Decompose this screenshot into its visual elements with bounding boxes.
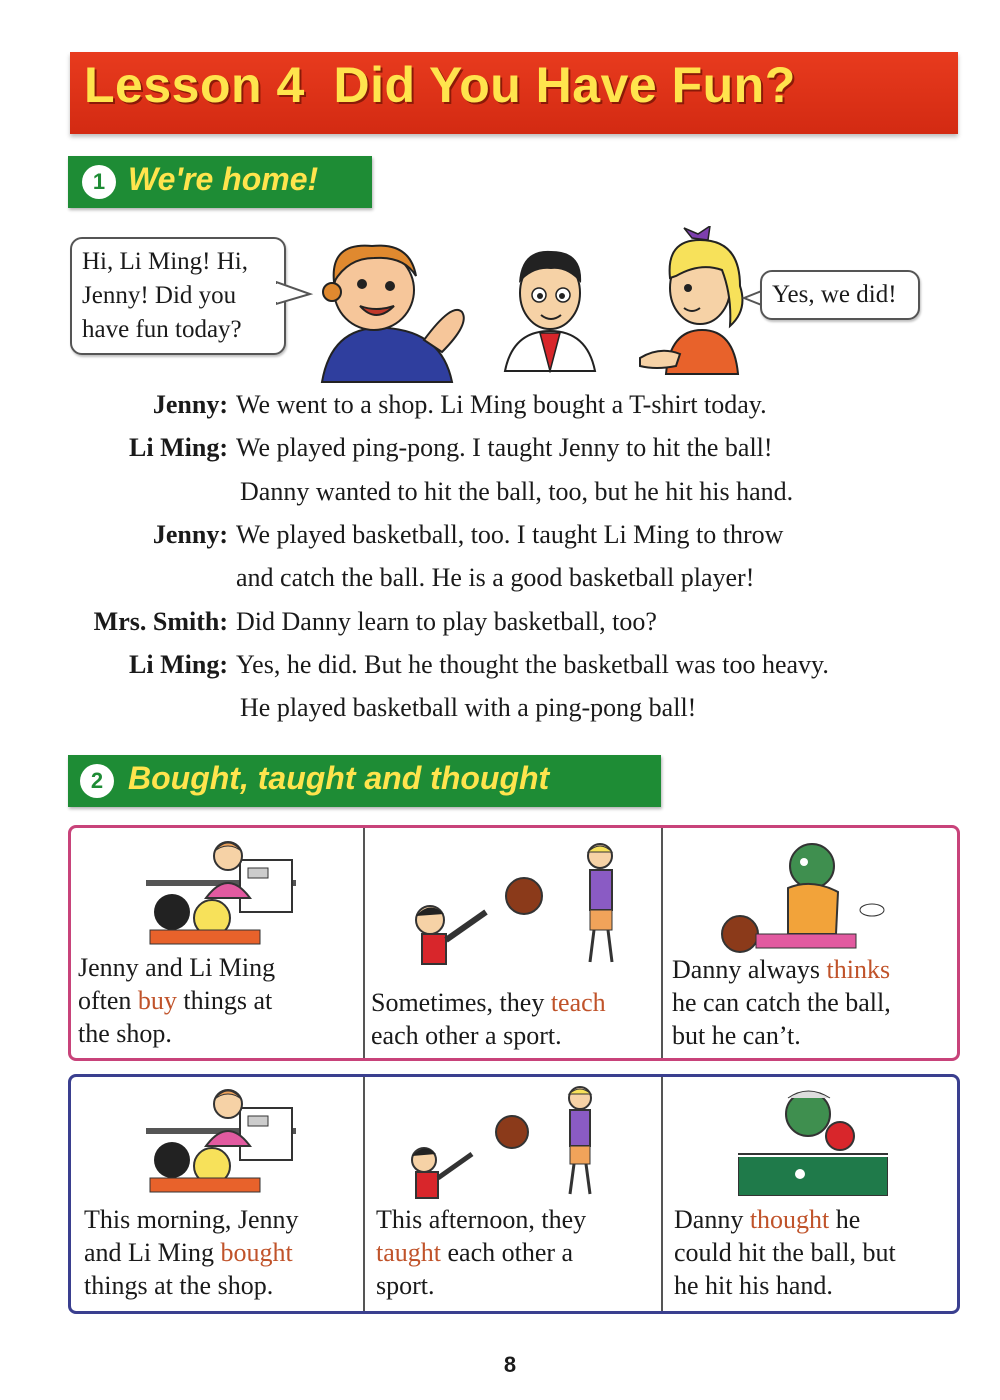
- dialogue-line: and catch the ball. He is a good basketball player!: [236, 563, 755, 592]
- text-part: each other a: [441, 1238, 574, 1267]
- cell-teach-text: [371, 986, 606, 1052]
- dialogue-line: We played basketball, too. I taught Li Ming to throw: [236, 520, 784, 549]
- ping-pong-illustration: [738, 1084, 888, 1196]
- dialogue-line: We went to a shop. Li Ming bought a T-shirt today.: [236, 390, 767, 419]
- dialogue-row: [0, 515, 1000, 555]
- dialogue-line: Yes, he did. But he thought the basketball was too heavy.: [236, 650, 829, 679]
- bubble-line: Hi, Li Ming! Hi,: [82, 248, 248, 275]
- panel-divider: [661, 1077, 663, 1311]
- cell-line: he hit his hand.: [674, 1271, 833, 1300]
- highlight-word: teach: [550, 988, 606, 1017]
- bubble-line: Jenny! Did you: [82, 282, 237, 309]
- page-number: 8: [503, 1352, 517, 1377]
- text-part: things at: [176, 986, 273, 1015]
- highlight-word: bought: [220, 1238, 293, 1267]
- dialogue-row: [0, 428, 1000, 468]
- cell-line: This morning, Jenny: [84, 1205, 299, 1234]
- dialogue-line: Did Danny learn to play basketball, too?: [236, 607, 657, 636]
- bubble-line: Yes, we did!: [772, 281, 897, 308]
- dialogue-line: Danny wanted to hit the ball, too, but he hit his hand.: [240, 477, 794, 506]
- teach-sport-illustration: [400, 840, 640, 968]
- cell-line: things at the shop.: [84, 1271, 274, 1300]
- cell-line: could hit the ball, but: [674, 1238, 896, 1267]
- speaker-name: Li Ming:: [129, 650, 228, 679]
- text-part: Sometimes, they: [371, 988, 551, 1017]
- dialogue-row: [0, 385, 1000, 425]
- cell-line: [78, 984, 275, 1017]
- bubble-line: have fun today?: [82, 316, 242, 343]
- panel-divider: [661, 828, 663, 1058]
- text-part: Danny: [674, 1205, 750, 1234]
- speaker-name: Li Ming:: [129, 433, 228, 462]
- text-part: often: [78, 986, 138, 1015]
- cell-line: [84, 1236, 299, 1269]
- teach-sport-illustration: [400, 1084, 620, 1202]
- cell-thinks-text: [672, 953, 891, 1052]
- text-part: Danny always: [672, 955, 827, 984]
- speech-bubble-mrs-smith: [70, 237, 286, 355]
- text-part: he: [829, 1205, 861, 1234]
- shop-illustration: [140, 1086, 300, 1196]
- danny-thinks-illustration: [716, 838, 896, 954]
- dialogue-row: [0, 472, 1000, 512]
- dialogue-row: [0, 558, 1000, 598]
- cell-line: [376, 1236, 586, 1269]
- text-part: and Li Ming: [84, 1238, 221, 1267]
- cell-thought-text: [674, 1203, 896, 1302]
- cell-bought-text: [84, 1203, 299, 1302]
- panel-divider: [363, 828, 365, 1058]
- lesson-title: Lesson 4 Did You Have Fun?: [84, 57, 796, 113]
- dialogue-line: He played basketball with a ping-pong ball!: [240, 693, 697, 722]
- bubble-tail-icon: [276, 280, 316, 310]
- panel-divider: [363, 1077, 365, 1311]
- section-1-number: 1: [82, 165, 116, 199]
- cell-line: [674, 1203, 896, 1236]
- dialogue-row: [0, 645, 1000, 685]
- cell-line: [672, 953, 891, 986]
- cell-buy-text: [78, 951, 275, 1050]
- jenny-illustration: [636, 226, 756, 376]
- speech-bubble-jenny: [760, 270, 920, 320]
- cell-line: [371, 986, 606, 1019]
- cell-taught-text: [376, 1203, 586, 1302]
- dialogue-row: [0, 688, 1000, 728]
- highlight-word: taught: [376, 1238, 441, 1267]
- dialogue-row: [0, 602, 1000, 642]
- speaker-name: Mrs. Smith:: [93, 607, 228, 636]
- section-1-title: We're home!: [128, 161, 319, 197]
- highlight-word: thinks: [826, 955, 891, 984]
- cell-line: the shop.: [78, 1019, 172, 1048]
- highlight-word: thought: [749, 1205, 830, 1234]
- highlight-word: buy: [137, 986, 177, 1015]
- speaker-name: Jenny:: [152, 390, 228, 419]
- cell-line: he can catch the ball,: [672, 988, 891, 1017]
- cell-line: This afternoon, they: [376, 1205, 587, 1234]
- speaker-name: Jenny:: [152, 520, 228, 549]
- shop-illustration: [140, 838, 300, 948]
- mrs-smith-illustration: [312, 232, 482, 384]
- section-2-number: 2: [80, 764, 114, 798]
- li-ming-illustration: [495, 243, 605, 373]
- cell-line: each other a sport.: [371, 1021, 562, 1050]
- section-2-title: Bought, taught and thought: [128, 760, 550, 796]
- cell-line: Jenny and Li Ming: [78, 953, 276, 982]
- dialogue-line: We played ping-pong. I taught Jenny to hit the ball!: [236, 433, 773, 462]
- cell-line: but he can’t.: [672, 1021, 801, 1050]
- cell-line: sport.: [376, 1271, 435, 1300]
